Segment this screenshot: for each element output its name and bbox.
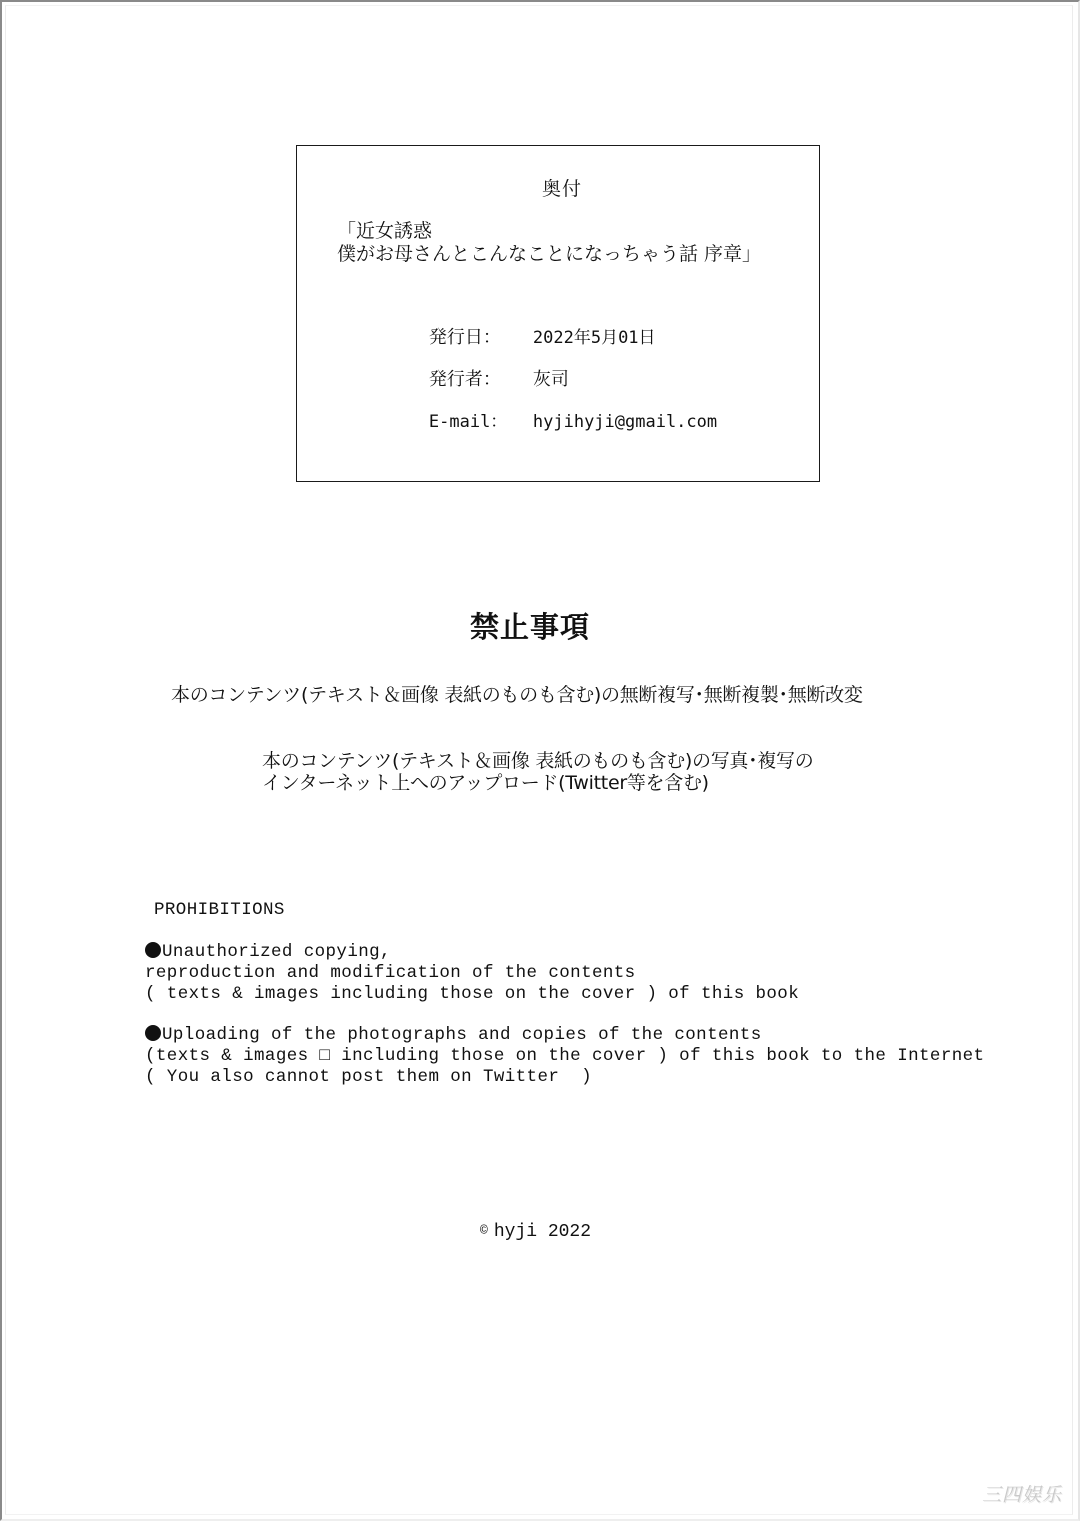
prohibition-en-item-1-line-3: ( texts & images including those on the cover ) of this book (145, 984, 800, 1004)
bullet-icon (145, 1025, 161, 1041)
colophon-box (296, 145, 820, 482)
prohibition-en-item-1-line-1: Unauthorized copying, (162, 942, 391, 962)
prohibition-en-item-2-line-2: (texts & images □ including those on the cover ) of this book to the Internet (145, 1046, 985, 1066)
prohibition-jp-item-2-line-1: 本のコンテンツ(テキスト＆画像 表紙のものも含む)の写真･複写の (262, 750, 814, 772)
prohibition-jp-item-1: 本のコンテンツ(テキスト＆画像 表紙のものも含む)の無断複写･無断複製･無断改変 (171, 684, 863, 706)
work-title (337, 220, 761, 266)
work-title-line-1: 「近女誘惑 (337, 220, 433, 242)
publish-date-label: 発行日： (428, 327, 501, 348)
copyright-notice (480, 1222, 591, 1242)
email-label: E-mail： (428, 412, 508, 432)
prohibitions-heading-en: PROHIBITIONS (154, 900, 285, 920)
copyright-text: hyji 2022 (493, 1222, 592, 1242)
prohibitions-heading-jp: 禁止事項 (469, 610, 590, 645)
publisher-value: 灰司 (532, 369, 569, 390)
publisher-label: 発行者： (428, 369, 501, 390)
prohibition-en-item-2-line-1: Uploading of the photographs and copies of the contents (162, 1025, 762, 1045)
bullet-icon (145, 942, 161, 958)
watermark: 三四娱乐 (981, 1484, 1062, 1506)
email-value: hyjihyji@gmail.com (532, 412, 718, 432)
work-title-line-2: 僕がお母さんとこんなことになっちゃう話 序章」 (337, 243, 762, 265)
colophon-heading: 奥付 (541, 178, 582, 200)
prohibition-en-item-1 (145, 942, 799, 1005)
copyright-icon: © (480, 1223, 488, 1238)
prohibition-jp-item-2-line-2: インターネット上へのアップロード(Twitter等を含む) (262, 772, 709, 794)
prohibition-en-item-2 (145, 1025, 984, 1088)
prohibition-en-item-2-line-3: ( You also cannot post them on Twitter ) (145, 1067, 592, 1087)
prohibition-en-item-1-line-2: reproduction and modification of the contents (145, 963, 636, 983)
prohibition-jp-item-2 (262, 750, 813, 794)
publish-date-value: 2022年5月01日 (532, 328, 656, 348)
email-row (406, 386, 717, 453)
